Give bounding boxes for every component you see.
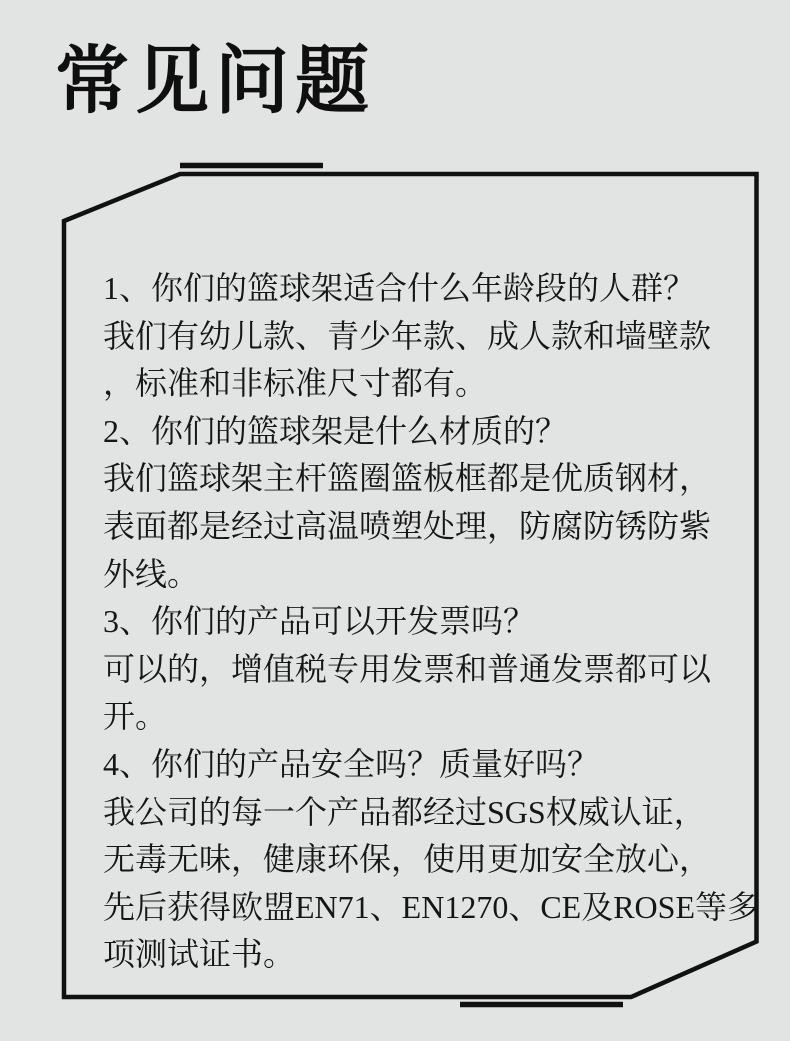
- faq-question-4: 4、你们的产品安全吗？质量好吗？: [103, 745, 600, 782]
- faq-answer-4-line-2: 无毒无味，健康环保，使用更加安全放心，: [103, 841, 712, 878]
- faq-answer-3-line-1: 可以的，增值税专用发票和普通发票都可以: [103, 650, 712, 687]
- faq-answer-4-line-4: 项测试证书。: [103, 936, 296, 973]
- faq-answer-4-line-1: 我公司的每一个产品都经过SGS权威认证，: [103, 793, 706, 830]
- faq-answer-2-line-3: 外线。: [103, 555, 200, 592]
- faq-answer-1-line-2: ，标准和非标准尺寸都有。: [103, 365, 488, 402]
- faq-answer-1-line-1: 我们有幼儿款、青少年款、成人款和墙壁款: [103, 317, 712, 354]
- faq-answer-2-line-2: 表面都是经过高温喷塑处理，防腐防锈防紫: [103, 507, 712, 544]
- faq-answer-4-line-3: 先后获得欧盟EN71、EN1270、CE及ROSE等多: [103, 888, 760, 925]
- faq-answer-2-line-1: 我们篮球架主杆篮圈篮板框都是优质钢材，: [103, 460, 712, 497]
- faq-question-1: 1、你们的篮球架适合什么年龄段的人群？: [103, 270, 696, 306]
- page-title: 常见问题: [55, 41, 375, 123]
- faq-text-block: [103, 265, 760, 979]
- faq-question-2: 2、你们的篮球架是什么材质的？: [103, 412, 568, 449]
- faq-answer-3-line-2: 开。: [103, 698, 168, 735]
- faq-question-3: 3、你们的产品可以开发票吗？: [103, 603, 536, 640]
